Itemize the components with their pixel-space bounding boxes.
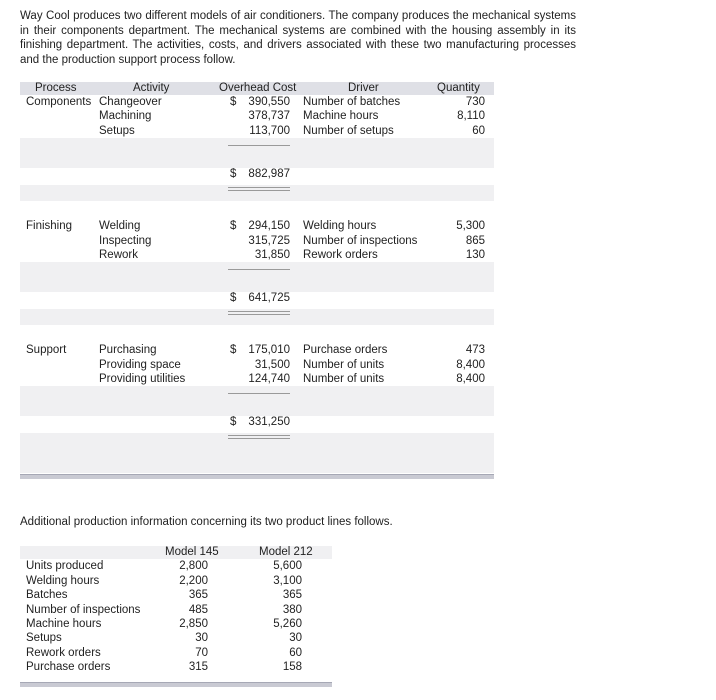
- table-footer-bar: [20, 682, 332, 687]
- intro-paragraph: Way Cool produces two different models of air conditioners. The company produces the mechanical systems in their components department. The mechanical systems are combined with the housing assembly in its finishing department. The activities, costs, and drivers associated with these two manufacturing processes and the production support process follow.: [20, 10, 576, 66]
- total-dollar-sign: $: [230, 292, 237, 304]
- model-212-cell: 365: [282, 589, 302, 601]
- row-band: [20, 386, 494, 416]
- cost-cell: 390,550: [248, 96, 290, 108]
- process-label: Support: [26, 344, 67, 356]
- activity-cell: Rework: [99, 249, 138, 261]
- driver-cell: Purchase orders: [303, 344, 388, 356]
- total-dollar-sign: $: [230, 416, 237, 428]
- driver-cell: Welding hours: [303, 220, 377, 232]
- driver-cell: Number of units: [303, 373, 385, 385]
- row-label: Batches: [26, 589, 68, 601]
- driver-cell: Rework orders: [303, 249, 378, 261]
- double-rule: [228, 435, 290, 436]
- double-rule: [228, 187, 290, 188]
- cost-cell: 175,010: [248, 344, 290, 356]
- model-212-cell: 3,100: [273, 575, 302, 587]
- group-total: 882,987: [248, 168, 290, 180]
- table-footer-bar: [20, 474, 494, 479]
- process-label: Components: [26, 96, 92, 108]
- model-145-cell: 2,850: [179, 618, 208, 630]
- process-label: Finishing: [26, 220, 73, 232]
- activity-cell: Setups: [99, 125, 135, 137]
- header-model-145: Model 145: [165, 546, 219, 558]
- cost-cell: 294,150: [248, 220, 290, 232]
- subtotal-rule: [228, 145, 290, 146]
- activity-cell: Providing space: [99, 359, 181, 371]
- subtotal-rule: [228, 269, 290, 270]
- model-212-cell: 60: [289, 647, 302, 659]
- activity-cell: Welding: [99, 220, 141, 232]
- model-212-cell: 158: [282, 661, 302, 673]
- model-145-cell: 2,200: [179, 575, 208, 587]
- row-band: [20, 262, 494, 292]
- row-band: [20, 433, 494, 473]
- header-process: Process: [35, 82, 77, 94]
- row-label: Setups: [26, 632, 62, 644]
- dollar-sign: $: [230, 344, 237, 356]
- cost-cell: 31,500: [254, 359, 290, 371]
- model-145-cell: 365: [188, 589, 208, 601]
- model-212-cell: 30: [289, 632, 302, 644]
- row-label: Machine hours: [26, 618, 102, 630]
- quantity-cell: 8,400: [456, 359, 485, 371]
- group-total: 641,725: [248, 292, 290, 304]
- activity-cell: Inspecting: [99, 235, 152, 247]
- driver-cell: Number of inspections: [303, 235, 418, 247]
- dollar-sign: $: [230, 220, 237, 232]
- model-145-cell: 485: [188, 604, 208, 616]
- group-total: 331,250: [248, 416, 290, 428]
- double-rule: [228, 190, 290, 191]
- dollar-sign: $: [230, 96, 237, 108]
- driver-cell: Number of setups: [303, 125, 394, 137]
- cost-cell: 315,725: [248, 235, 290, 247]
- double-rule: [228, 438, 290, 439]
- model-145-cell: 315: [188, 661, 208, 673]
- row-label: Welding hours: [26, 575, 100, 587]
- model-212-cell: 380: [282, 604, 302, 616]
- cost-cell: 378,737: [248, 110, 290, 122]
- driver-cell: Machine hours: [303, 110, 379, 122]
- driver-cell: Number of batches: [303, 96, 401, 108]
- model-212-cell: 5,600: [273, 560, 302, 572]
- model-212-cell: 5,260: [273, 618, 302, 630]
- subtotal-rule: [228, 393, 290, 394]
- model-145-cell: 30: [195, 632, 208, 644]
- quantity-cell: 5,300: [456, 220, 485, 232]
- cost-cell: 124,740: [248, 373, 290, 385]
- quantity-cell: 473: [465, 344, 485, 356]
- activity-cell: Machining: [99, 110, 152, 122]
- model-145-cell: 70: [195, 647, 208, 659]
- cost-cell: 113,700: [249, 125, 290, 137]
- quantity-cell: 730: [465, 96, 485, 108]
- cost-cell: 31,850: [254, 249, 290, 261]
- header-quantity: Quantity: [437, 82, 480, 94]
- row-label: Purchase orders: [26, 661, 111, 673]
- total-dollar-sign: $: [230, 168, 237, 180]
- header-model-212: Model 212: [259, 546, 313, 558]
- row-label: Units produced: [26, 560, 104, 572]
- quantity-cell: 865: [465, 235, 485, 247]
- activity-cell: Changeover: [99, 96, 162, 108]
- double-rule: [228, 314, 290, 315]
- quantity-cell: 8,400: [456, 373, 485, 385]
- header-activity: Activity: [133, 82, 170, 94]
- quantity-cell: 60: [472, 125, 485, 137]
- activity-cell: Purchasing: [99, 344, 157, 356]
- quantity-cell: 130: [465, 249, 485, 261]
- double-rule: [228, 311, 290, 312]
- driver-cell: Number of units: [303, 359, 385, 371]
- row-label: Rework orders: [26, 647, 101, 659]
- activity-cell: Providing utilities: [99, 373, 186, 385]
- header-driver: Driver: [348, 82, 379, 94]
- additional-info-text: Additional production information concerning its two product lines follows.: [20, 516, 393, 528]
- row-band: [20, 138, 494, 168]
- header-overhead-cost: Overhead Cost: [219, 82, 297, 94]
- quantity-cell: 8,110: [457, 110, 485, 122]
- model-145-cell: 2,800: [179, 560, 208, 572]
- row-label: Number of inspections: [26, 604, 141, 616]
